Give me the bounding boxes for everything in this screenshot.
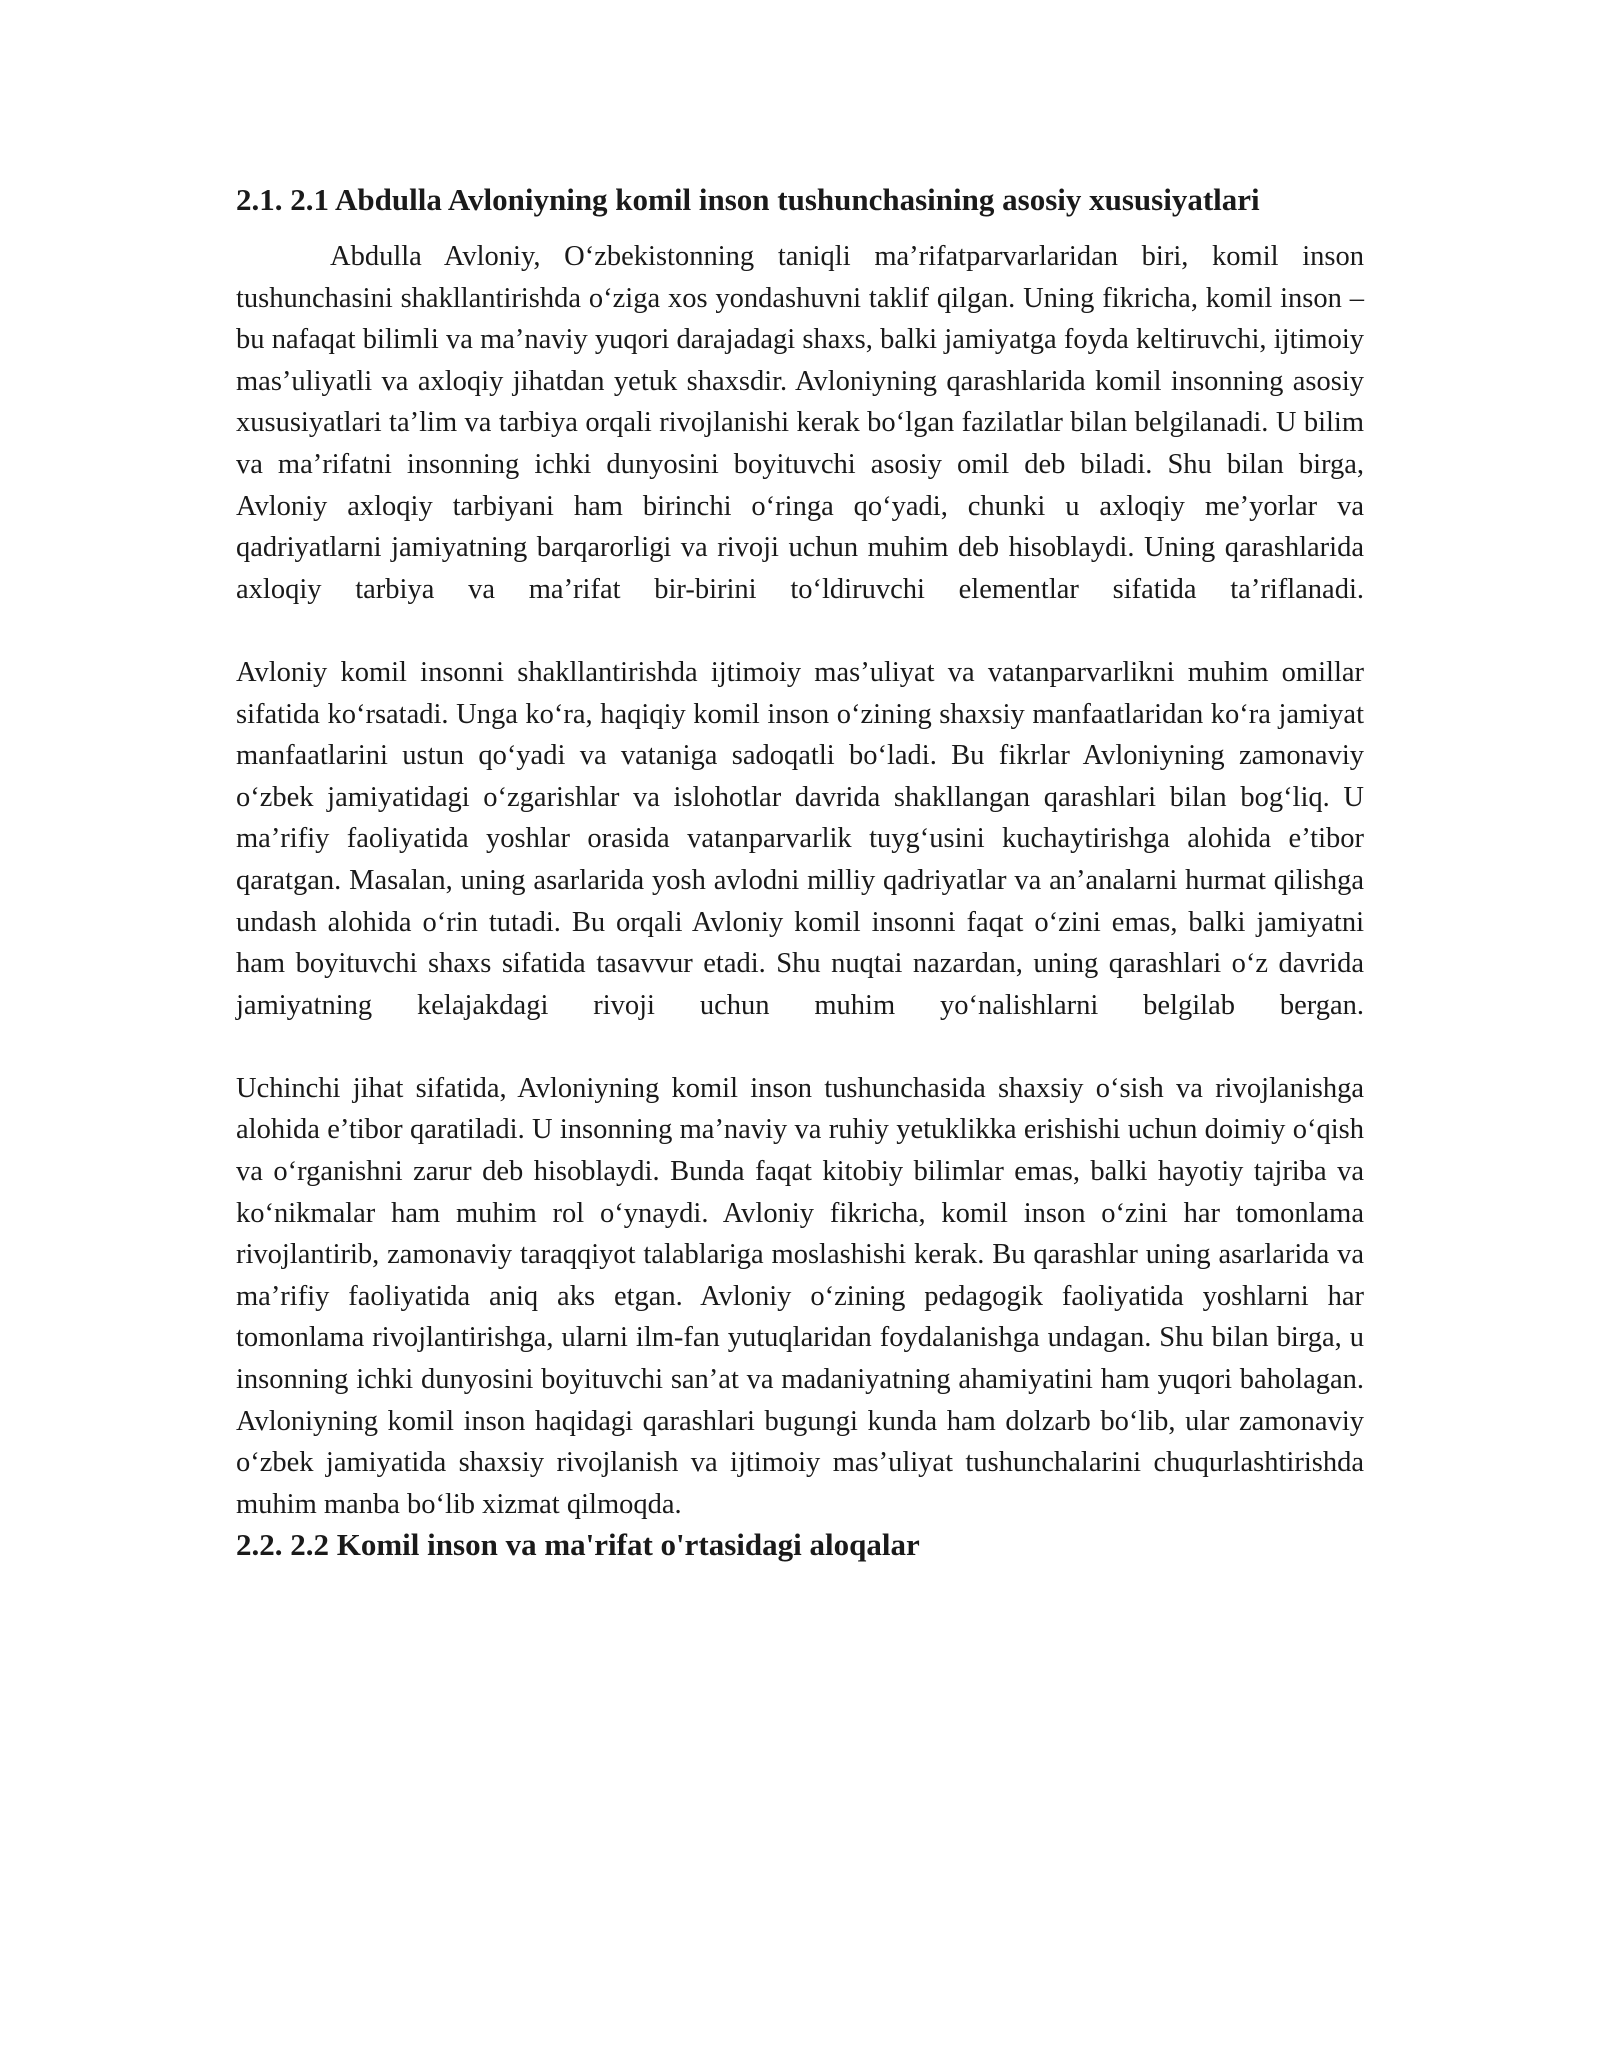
section-heading-2-2: 2.2. 2.2 Komil inson va ma'rifat o'rtasidagi aloqalar [236,1527,920,1563]
body-paragraph: Avloniy komil insonni shakllantirishda ijtimoiy mas’uliyat va vatanparvarlikni muhim omillar sifatida ko‘rsatadi. Unga ko‘ra, haqiqiy komil inson o‘zining shaxsiy manfaatlaridan ko‘ra jamiyat manfaatlarini ustun qo‘yadi va vataniga sadoqatli bo‘ladi. Bu fikrlar Avloniyning zamonaviy o‘zbek jamiyatidagi o‘zgarishlar va islohotlar davrida shakllangan qarashlari bilan bog‘liq. U ma’rifiy faoliyatida yoshlar orasida vatanparvarlik tuyg‘usini kuchaytirishga alohida e’tibor qaratgan. Masalan, uning asarlarida yosh avlodni milliy qadriyatlar va an’analarni hurmat qilishga undash alohida o‘rin tutadi. Bu orqali Avloniy komil insonni faqat o‘zini emas, balki jamiyatni ham boyituvchi shaxs sifatida tasavvur etadi. Shu nuqtai nazardan, uning qarashlari o‘z davrida jamiyatning kelajakdagi rivoji uchun muhim yo‘nalishlarni belgilab bergan. [236,656,1364,1021]
document-page [236,180,1364,1565]
body-paragraph: Abdulla Avloniy, O‘zbekistonning taniqli ma’rifatparvarlaridan biri, komil inson tushunchasini shakllantirishda o‘ziga xos yondashuvni taklif qilgan. Uning fikricha, komil inson – bu nafaqat bilimli va ma’naviy yuqori darajadagi shaxs, balki jamiyatga foyda keltiruvchi, ijtimoiy mas’uliyatli va axloqiy jihatdan yetuk shaxsdir. Avloniyning qarashlarida komil insonning asosiy xususiyatlari ta’lim va tarbiya orqali rivojlanishi kerak bo‘lgan fazilatlar bilan belgilanadi. U bilim va ma’rifatni insonning ichki dunyosini boyituvchi asosiy omil deb biladi. Shu bilan birga, Avloniy axloqiy tarbiyani ham birinchi o‘ringa qo‘yadi, chunki u axloqiy me’yorlar va qadriyatlarni jamiyatning barqarorligi va rivoji uchun muhim deb hisoblaydi. Uning qarashlarida axloqiy tarbiya va ma’rifat bir-birini to‘ldiruvchi elementlar sifatida ta’riflanadi. [236,241,1364,605]
section-heading-2-1: 2.1. 2.1 Abdulla Avloniyning komil inson tushunchasining asosiy xususiyatlari [236,182,1260,217]
body-paragraph: Uchinchi jihat sifatida, Avloniyning komil inson tushunchasida shaxsiy o‘sish va rivojlanishga alohida e’tibor qaratiladi. U insonning ma’naviy va ruhiy yetuklikka erishishi uchun doimiy o‘qish va o‘rganishni zarur deb hisoblaydi. Bunda faqat kitobiy bilimlar emas, balki hayotiy tajriba va ko‘nikmalar ham muhim rol o‘ynaydi. Avloniy fikricha, komil inson o‘zini har tomonlama rivojlantirib, zamonaviy taraqqiyot talablariga moslashishi kerak. Bu qarashlar uning asarlarida va ma’rifiy faoliyatida aniq aks etgan. Avloniy o‘zining pedagogik faoliyatida yoshlarni har tomonlama rivojlantirishga, ularni ilm-fan yutuqlaridan foydalanishga undagan. Shu bilan birga, u insonning ichki dunyosini boyituvchi san’at va madaniyatning ahamiyatini ham yuqori baholagan. Avloniyning komil inson haqidagi qarashlari bugungi kunda ham dolzarb bo‘lib, ular zamonaviy o‘zbek jamiyatida shaxsiy rivojlanish va ijtimoiy mas’uliyat tushunchalarini chuqurlashtirishda muhim manba bo‘lib xizmat qilmoqda. [236,1072,1364,1520]
